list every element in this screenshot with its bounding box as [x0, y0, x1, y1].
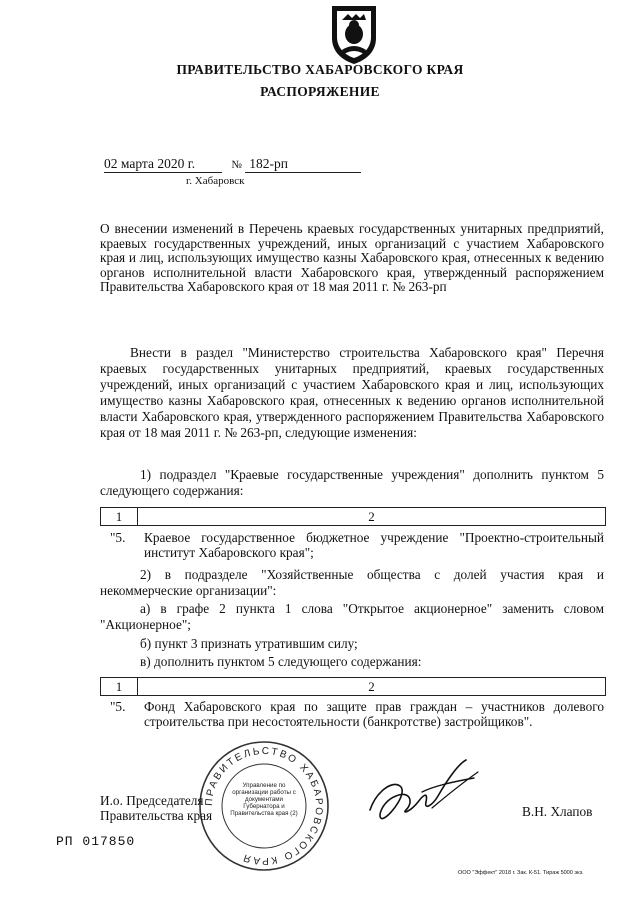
table-cell: 1 — [101, 678, 138, 695]
number-sign: № — [231, 159, 242, 171]
coat-of-arms-icon — [326, 4, 382, 66]
table-header-2 — [100, 677, 606, 696]
paragraph-intro: Внести в раздел "Министерство строительства Хабаровского края" Перечня краевых государственных унитарных предприятий, краевых государственных учреждений, иных организаций с участием Хабаровского края и лиц, использующих имущество казны Хабаровского края, отнесенных к ведению органов исполнительной власти Хабаровского края, утвержденного распоряжением Правительства Хабаровского края от 18 мая 2011 г. № 263-рп, следующие изменения: — [100, 345, 604, 440]
signatory-title-line: И.о. Председателя — [100, 793, 204, 808]
printer-info: ООО "Эффект" 2018 г. Зак. К-51. Тираж 5000 экз. — [458, 870, 584, 876]
signatory-title — [100, 793, 212, 823]
handwritten-signature — [362, 752, 492, 832]
signatory-name: В.Н. Хлапов — [522, 804, 593, 819]
document-number: 182-рп — [245, 156, 361, 173]
item-text: Краевое государственное бюджетное учреждение "Проектно-строительный институт Хабаровского края"; — [144, 530, 604, 560]
item-text: Фонд Хабаровского края по защите прав граждан – участников долевого строительства при несостоятельности (банкротстве) застройщиков". — [144, 699, 604, 729]
document-date: 02 марта 2020 г. — [104, 156, 222, 173]
paragraph-2a: а) в графе 2 пункта 1 слова "Открытое акционерное" заменить словом "Акционерное"; — [100, 601, 604, 632]
table-cell: 2 — [368, 679, 375, 694]
signatory-title-line: Правительства края — [100, 808, 213, 823]
paragraph-2c: в) дополнить пунктом 5 следующего содержания: — [140, 654, 422, 669]
document-subject: О внесении изменений в Перечень краевых государственных унитарных предприятий, краевых государственных учреждений, иных организаций с участием Хабаровского края и лиц, использующих имущество казны Хабаровского края, отнесенных к ведению органов исполнительной власти Хабаровского края, утвержденный распоряжением Правительства Хабаровского края от 18 мая 2011 г. № 263-рп — [100, 221, 604, 294]
date-number-line — [104, 156, 361, 173]
table-cell: 1 — [101, 508, 138, 525]
document-type: РАСПОРЯЖЕНИЕ — [260, 84, 380, 99]
stamp-center-text: Управление по организации работы с документами Губернатора и Правительства края (2) — [230, 782, 298, 817]
paragraph-1: 1) подраздел "Краевые государственные учреждения" дополнить пунктом 5 следующего содержания: — [100, 467, 604, 498]
item-number: "5. — [110, 530, 126, 545]
government-title: ПРАВИТЕЛЬСТВО ХАБАРОВСКОГО КРАЯ — [176, 62, 464, 77]
paragraph-2: 2) в подразделе "Хозяйственные общества с долей участия края и некоммерческие организации": — [100, 567, 604, 598]
stamp-ring-text: ПРАВИТЕЛЬСТВО ХАБАРОВСКОГО КРАЯ — [203, 745, 325, 867]
item-number: "5. — [110, 699, 126, 714]
registry-number: РП 017850 — [56, 834, 136, 849]
document-city: г. Хабаровск — [186, 175, 245, 187]
paragraph-2b: б) пункт 3 признать утратившим силу; — [140, 636, 358, 651]
table-header-1 — [100, 507, 606, 526]
table-cell: 2 — [368, 509, 375, 524]
